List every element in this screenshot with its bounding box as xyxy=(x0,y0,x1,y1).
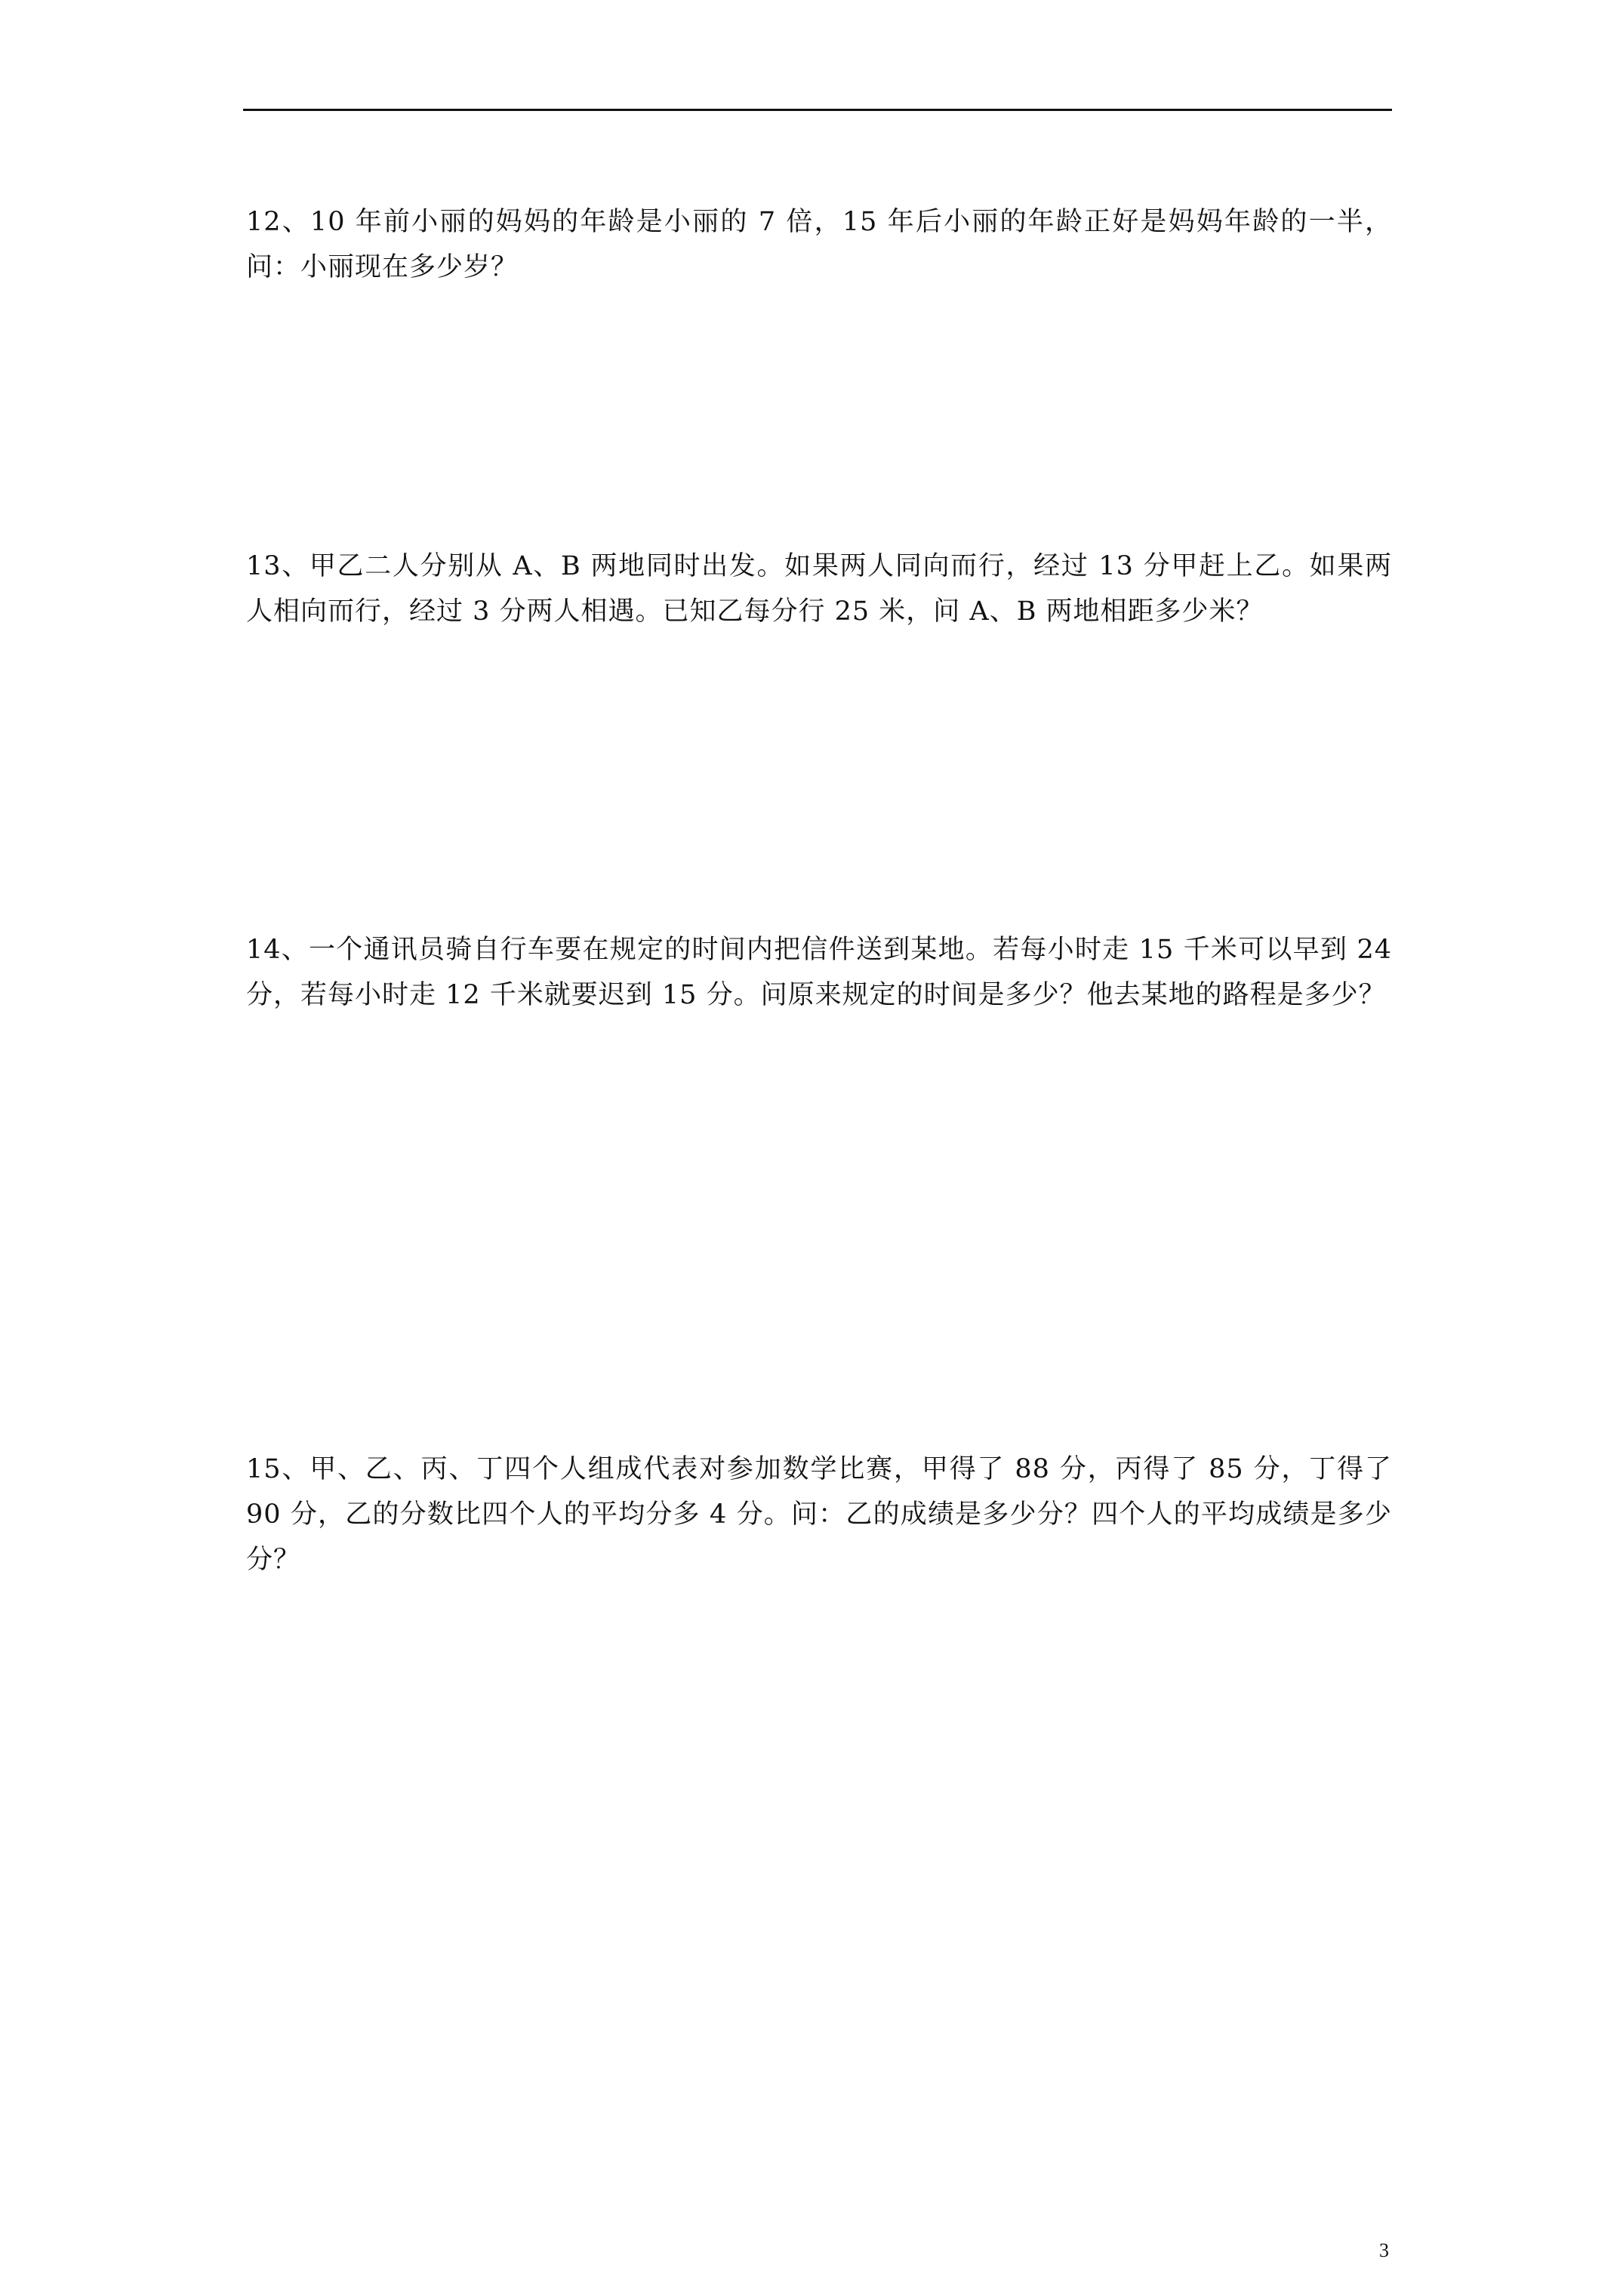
header-rule xyxy=(243,109,1392,111)
question-14: 14、一个通讯员骑自行车要在规定的时间内把信件送到某地。若每小时走 15 千米可以早到 24 分，若每小时走 12 千米就要迟到 15 分。问原来规定的时间是多少？他去某地的路程是多少？ xyxy=(246,935,1392,1010)
page-number: 3 xyxy=(1379,2239,1389,2261)
question-15: 15、甲、乙、丙、丁四个人组成代表对参加数学比赛，甲得了 88 分，丙得了 85 分，丁得了 90 分，乙的分数比四个人的平均分多 4 分。问：乙的成绩是多少分？四个人的平均成绩是多少分？ xyxy=(246,1454,1392,1575)
question-12: 12、10 年前小丽的妈妈的年龄是小丽的 7 倍，15 年后小丽的年龄正好是妈妈年龄的一半，问：小丽现在多少岁？ xyxy=(246,207,1392,282)
question-13: 13、甲乙二人分别从 A、B 两地同时出发。如果两人同向而行，经过 13 分甲赶上乙。如果两人相向而行，经过 3 分两人相遇。已知乙每分行 25 米，问 A、B 两地相距多少米？ xyxy=(246,551,1392,627)
